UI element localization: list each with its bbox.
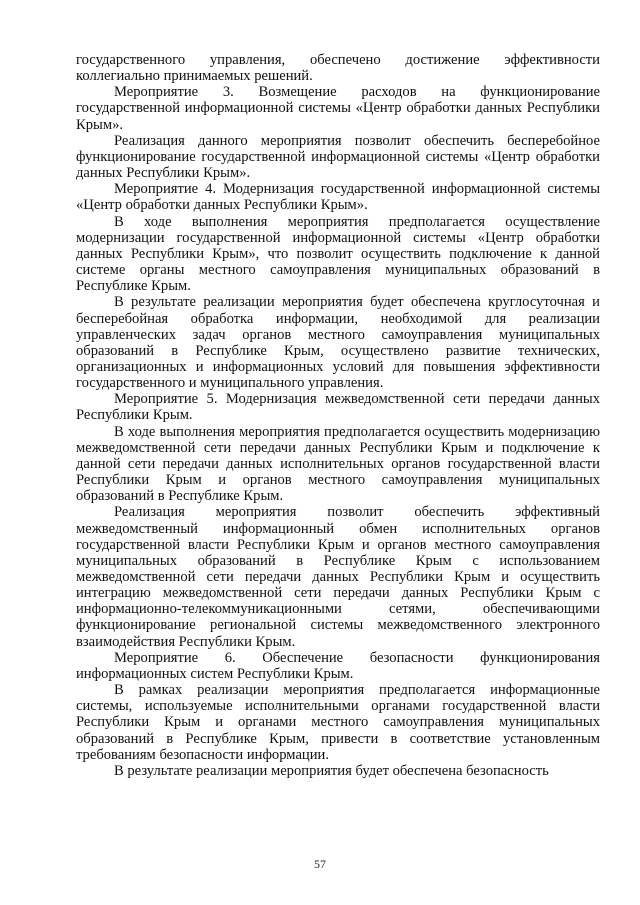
page-number: 57: [314, 857, 326, 871]
paragraph-9: Реализация мероприятия позволит обеспечить эффективный межведомственный информационный обмен исполнительных органов государственной власти Республики Крым и органов местного самоуправления муниципальных образований в Республике Крым с использованием межведомственной сети передачи данных Республики Крым и осуществить интеграцию межведомственной сети передачи данных Республики Крым с информационно-телекоммуникационными сетями, обеспечивающими функционирование региональной системы межведомственного электронного взаимодействия Республики Крым.: [76, 504, 600, 650]
paragraph-2: Мероприятие 3. Возмещение расходов на функционирование государственной информационной системы «Центр обработки данных Республики Крым».: [76, 84, 600, 133]
paragraph-8: В ходе выполнения мероприятия предполагается осуществить модернизацию межведомственной сети передачи данных Республики Крым и подключение к данной сети передачи данных исполнительных органов государственной власти Республики Крым и органов местного самоуправления муниципальных образований в Республике Крым.: [76, 423, 600, 505]
paragraph-11: В рамках реализации мероприятия предполагается информационные системы, используемые исполнительными органами государственной власти Республики Крым и органами местного самоуправления муниципальных образований в Республике Крым, привести в соответствие установленным требованиям безопасности информации.: [76, 682, 600, 763]
document-body: [76, 52, 600, 779]
paragraph-10: Мероприятие 6. Обеспечение безопасности функционирования информационных систем Республики Крым.: [76, 649, 600, 682]
paragraph-4: Мероприятие 4. Модернизация государственной информационной системы «Центр обработки данных Республики Крым».: [76, 181, 600, 214]
paragraph-3: Реализация данного мероприятия позволит обеспечить бесперебойное функционирование государственной информационной системы «Центр обработки данных Республики Крым».: [76, 132, 600, 182]
paragraph-5: В ходе выполнения мероприятия предполагается осуществление модернизации государственной информационной системы «Центр обработки данных Республики Крым», что позволит осуществить подключение к данной системе органы местного самоуправления муниципальных образований в Республике Крым.: [76, 213, 600, 295]
paragraph-6: В результате реализации мероприятия будет обеспечена круглосуточная и бесперебойная обработка информации, необходимой для реализации управленческих задач органов местного самоуправления муниципальных образований в Республике Крым, осуществлено развитие технических, организационных и информационных условий для повышения эффективности государственного и муниципального управления.: [76, 294, 600, 392]
paragraph-1: государственного управления, обеспечено достижение эффективности коллегиально принимаемых решений.: [76, 52, 600, 85]
paragraph-7: Мероприятие 5. Модернизация межведомственной сети передачи данных Республики Крым.: [76, 391, 600, 424]
paragraph-12: В результате реализации мероприятия будет обеспечена безопасность: [114, 762, 549, 779]
